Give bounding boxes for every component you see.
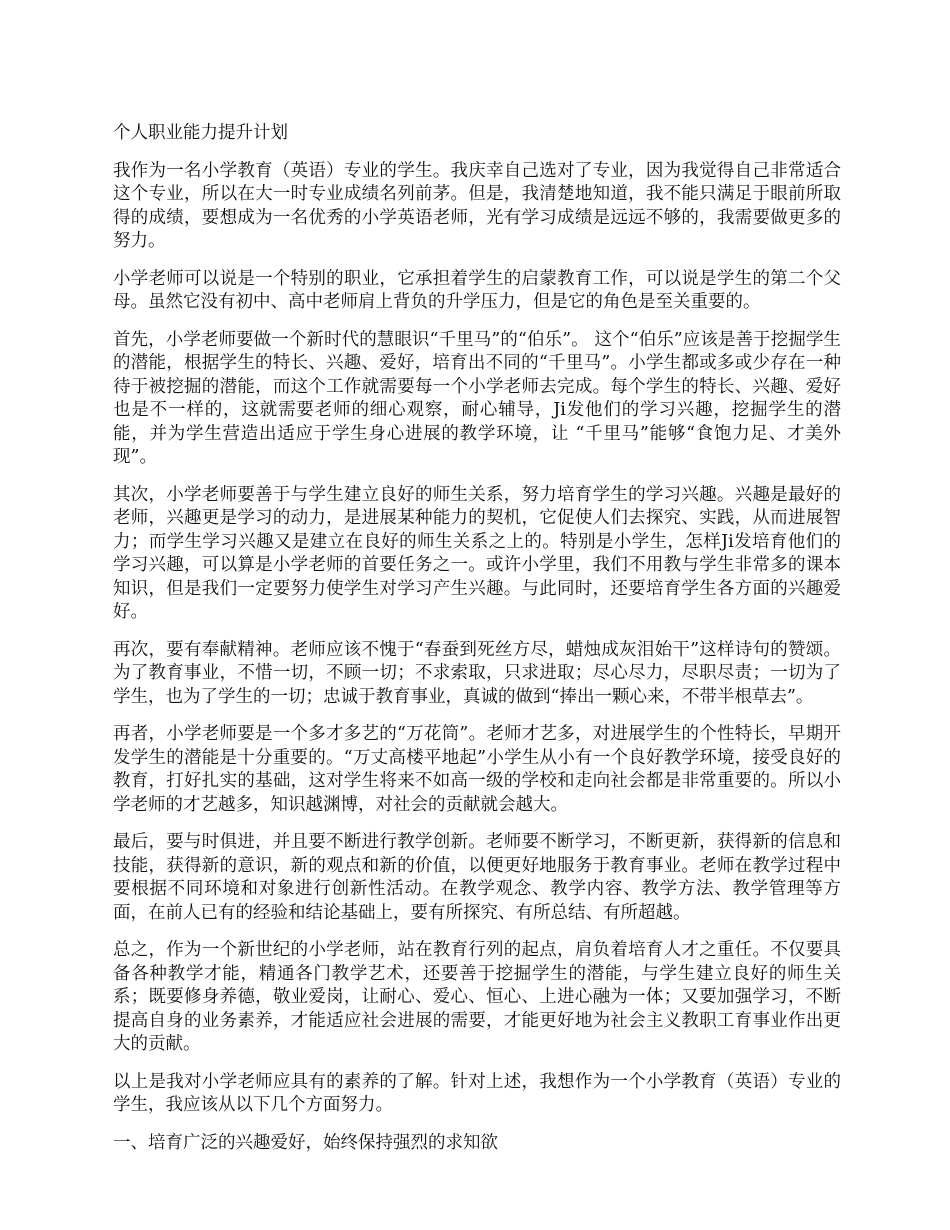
paragraph-role: 小学老师可以说是一个特别的职业，它承担着学生的启蒙教育工作，可以说是学生的第二个父母。虽然它没有初中、高中老师肩上背负的升学压力，但是它的角色是至关重要的。: [113, 268, 841, 312]
paragraph-summary: 总之，作为一个新世纪的小学老师，站在教育行列的起点，肩负着培育人才之重任。不仅要具备各种教学才能，精通各门教学艺术，还要善于挖掘学生的潜能，与学生建立良好的师生关系；既要修身养德，敬业爱岗，让耐心、爱心、恒心、上进心融为一体；又要加强学习，不断提高自身的业务素养，才能适应社会进展的需要，才能更好地为社会主义教职工育事业作出更大的贡献。: [113, 940, 841, 1054]
paragraph-fourth: 再者，小学老师要是一个多才多艺的“万花筒”。老师才艺多，对进展学生的个性特长，早期开发学生的潜能是十分重要的。“万丈高楼平地起”小学生从小有一个良好教学环境，接受良好的教育，打好扎实的基础，这对学生将来不如高一级的学校和走向社会都是非常重要的。所以小学老师的才艺越多，知识越渊博，对社会的贡献就会越大。: [113, 724, 841, 815]
paragraph-intro: 我作为一名小学教育（英语）专业的学生。我庆幸自己选对了专业，因为我觉得自己非常适合这个专业，所以在大一时专业成绩名列前茅。但是，我清楚地知道，我不能只满足于眼前所取得的成绩，要想成为一名优秀的小学英语老师，光有学习成绩是远远不够的，我需要做更多的努力。: [113, 160, 841, 251]
paragraph-transition: 以上是我对小学老师应具有的素养的了解。针对上述，我想作为一个小学教育（英语）专业的学生，我应该从以下几个方面努力。: [113, 1071, 841, 1115]
document-page: [113, 122, 841, 1155]
paragraph-second: 其次，小学老师要善于与学生建立良好的师生关系，努力培育学生的学习兴趣。兴趣是最好的老师，兴趣更是学习的动力，是进展某种能力的契机，它促使人们去探究、实践，从而进展智力；而学生学习兴趣又是建立在良好的师生关系之上的。特别是小学生，怎样Ji发培育他们的学习兴趣，可以算是小学老师的首要任务之一。或许小学里，我们不用教与学生非常多的课本知识，但是我们一定要努力使学生对学习产生兴趣。与此同时，还要培育学生各方面的兴趣爱好。: [113, 484, 841, 622]
document-title: 个人职业能力提升计划: [113, 123, 288, 143]
paragraph-last: 最后，要与时俱进，并且要不断进行教学创新。老师要不断学习，不断更新，获得新的信息和技能，获得新的意识，新的观点和新的价值，以便更好地服务于教育事业。老师在教学过程中要根据不同环境和对象进行创新性活动。在教学观念、教学内容、教学方法、教学管理等方面，在前人已有的经验和结论基础上，要有所探究、有所总结、有所超越。: [113, 832, 841, 923]
paragraph-third: 再次，要有奉献精神。老师应该不愧于“春蚕到死丝方尽，蜡烛成灰泪始干”这样诗句的赞颂。为了教育事业，不惜一切，不顾一切；不求索取，只求进取；尽心尽力，尽职尽责；一切为了学生，也为了学生的一切；忠诚于教育事业，真诚的做到“捧出一颗心来，不带半根草去”。: [113, 639, 841, 707]
section-heading: 一、培育广泛的兴趣爱好，始终保持强烈的求知欲: [113, 1132, 498, 1153]
paragraph-first: 首先，小学老师要做一个新时代的慧眼识“千里马”的“伯乐”。 这个“伯乐”应该是善于挖掘学生的潜能，根据学生的特长、兴趣、爱好，培育出不同的“千里马”。小学生都或多或少存在一种待于被挖掘的潜能，而这个工作就需要每一个小学老师去完成。每个学生的特长、兴趣、爱好也是不一样的，这就需要老师的细心观察，耐心辅导，Ji发他们的学习兴趣，挖掘学生的潜能，并为学生营造出适应于学生身心进展的教学环境，让 “千里马”能够“食饱力足、才美外现”。: [113, 329, 841, 467]
